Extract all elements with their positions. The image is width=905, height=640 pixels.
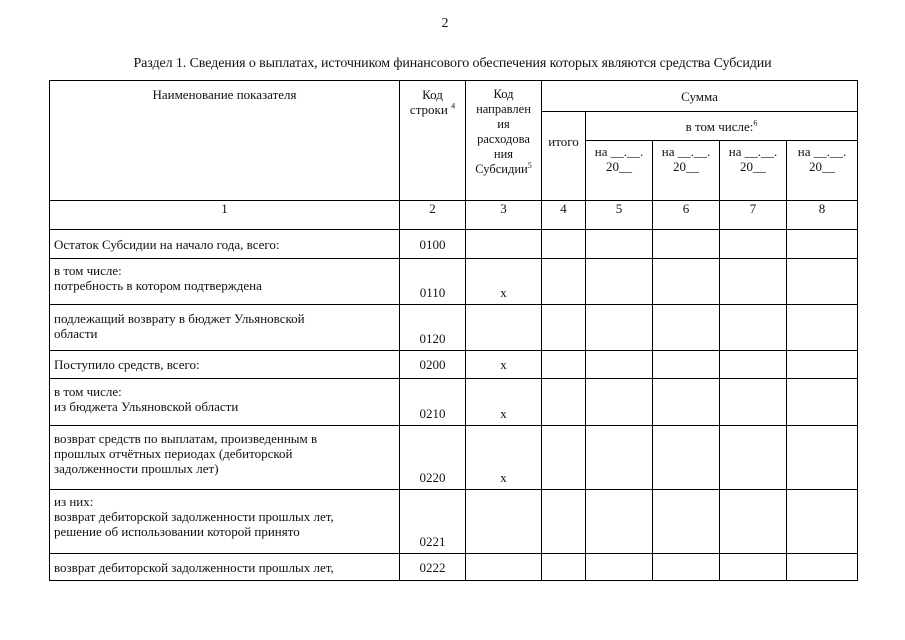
value-cell <box>787 351 858 379</box>
header-line-code-word2 <box>404 102 461 117</box>
date-bottom: 20__ <box>673 159 699 174</box>
value-cell <box>542 351 586 379</box>
indicator-name <box>50 305 400 351</box>
value-cell <box>542 305 586 351</box>
direction-mark: x <box>466 259 542 305</box>
value-cell <box>720 554 787 581</box>
indicator-line: подлежащий возврату в бюджет Ульяновской <box>54 311 305 326</box>
value-cell <box>720 305 787 351</box>
indicator-name <box>50 554 400 581</box>
date-bottom: 20__ <box>809 159 836 174</box>
indicator-line: возврат средств по выплатам, произведенным в <box>54 431 318 446</box>
line-code: 0120 <box>400 305 466 351</box>
value-cell <box>787 426 858 490</box>
header-date-column <box>787 141 858 201</box>
header-direction-line: направлен <box>476 102 531 116</box>
value-cell <box>720 259 787 305</box>
footnote-5: 5 <box>527 160 532 170</box>
direction-mark: x <box>466 351 542 379</box>
date-top: на __.__. <box>728 144 778 159</box>
table-row <box>50 305 858 351</box>
value-cell <box>542 259 586 305</box>
column-number: 4 <box>542 201 586 230</box>
value-cell <box>787 259 858 305</box>
indicator-name <box>50 490 400 554</box>
header-direction-line: ния <box>493 147 514 161</box>
direction-mark: x <box>466 426 542 490</box>
indicator-line: из бюджета Ульяновской области <box>54 399 239 414</box>
column-number: 2 <box>400 201 466 230</box>
value-cell <box>653 490 720 554</box>
table-row <box>50 351 858 379</box>
footnote-4: 4 <box>451 101 456 111</box>
value-cell <box>787 230 858 259</box>
column-number: 7 <box>720 201 787 230</box>
value-cell <box>720 351 787 379</box>
indicator-line: потребность в котором подтверждена <box>54 278 262 293</box>
date-top: на __.__. <box>594 144 644 159</box>
column-number-row <box>50 201 858 230</box>
value-cell <box>653 305 720 351</box>
table-row <box>50 230 858 259</box>
indicator-name <box>50 230 400 259</box>
header-direction-last: Субсидии <box>475 162 528 176</box>
header-date-column <box>586 141 653 201</box>
value-cell <box>542 490 586 554</box>
value-cell <box>586 351 653 379</box>
header-direction-line <box>470 162 537 177</box>
direction-mark <box>466 490 542 554</box>
indicator-line: в том числе: <box>54 263 122 278</box>
value-cell <box>586 305 653 351</box>
footnote-6: 6 <box>753 118 758 128</box>
indicator-line: Остаток Субсидии на начало года, всего: <box>54 236 280 252</box>
value-cell <box>542 230 586 259</box>
date-top: на __.__. <box>797 144 847 159</box>
value-cell <box>586 230 653 259</box>
column-number: 6 <box>653 201 720 230</box>
date-bottom: 20__ <box>606 159 632 174</box>
header-sum: Сумма <box>542 81 858 112</box>
header-direction-line: расходова <box>477 132 530 146</box>
line-code: 0100 <box>400 230 466 259</box>
value-cell <box>586 554 653 581</box>
header-including <box>586 112 858 141</box>
value-cell <box>787 305 858 351</box>
line-code: 0220 <box>400 426 466 490</box>
table-row <box>50 490 858 554</box>
value-cell <box>720 426 787 490</box>
indicator-line: задолженности прошлых лет) <box>54 461 219 476</box>
table-row <box>50 379 858 426</box>
indicator-line: области <box>54 326 98 341</box>
line-code: 0221 <box>400 490 466 554</box>
value-cell <box>787 554 858 581</box>
column-number: 3 <box>466 201 542 230</box>
value-cell <box>653 351 720 379</box>
indicator-line: Поступило средств, всего: <box>54 357 200 372</box>
indicator-line: решение об использовании которой принято <box>54 524 300 539</box>
header-direction-line: ия <box>497 117 510 131</box>
header-date-column <box>720 141 787 201</box>
header-line-code-word: Код <box>422 87 443 102</box>
header-line-code <box>400 81 466 201</box>
direction-mark <box>466 554 542 581</box>
value-cell <box>653 259 720 305</box>
column-number: 5 <box>586 201 653 230</box>
indicator-name <box>50 426 400 490</box>
indicator-name <box>50 259 400 305</box>
header-direction-line: Код <box>493 87 514 101</box>
value-cell <box>586 426 653 490</box>
indicator-line: возврат дебиторской задолженности прошлых лет, <box>54 559 334 575</box>
line-code: 0200 <box>400 351 466 379</box>
date-top: на __.__. <box>661 144 711 159</box>
direction-mark <box>466 305 542 351</box>
header-date-column <box>653 141 720 201</box>
column-number: 1 <box>50 201 400 230</box>
indicator-name <box>50 351 400 379</box>
value-cell <box>653 379 720 426</box>
value-cell <box>653 554 720 581</box>
value-cell <box>653 230 720 259</box>
line-code: 0222 <box>400 554 466 581</box>
value-cell <box>586 259 653 305</box>
header-including-text: в том числе: <box>685 118 754 134</box>
direction-mark: x <box>466 379 542 426</box>
indicator-line: из них: <box>54 494 94 509</box>
table-row <box>50 426 858 490</box>
indicator-line: возврат дебиторской задолженности прошлых лет, <box>54 509 334 524</box>
direction-mark <box>466 230 542 259</box>
indicator-line: в том числе: <box>54 384 122 399</box>
value-cell <box>542 426 586 490</box>
date-bottom: 20__ <box>740 159 766 174</box>
value-cell <box>720 490 787 554</box>
value-cell <box>586 379 653 426</box>
value-cell <box>787 379 858 426</box>
value-cell <box>720 379 787 426</box>
value-cell <box>542 554 586 581</box>
indicator-name <box>50 379 400 426</box>
table-row <box>50 554 858 581</box>
value-cell <box>720 230 787 259</box>
payments-table <box>49 80 858 581</box>
page-number: 2 <box>441 16 449 31</box>
value-cell <box>586 490 653 554</box>
table-row <box>50 259 858 305</box>
section-title: Раздел 1. Сведения о выплатах, источником финансового обеспечения которых являются средства Субсидии <box>133 56 772 71</box>
indicator-line: прошлых отчётных периодах (дебиторской <box>54 446 293 461</box>
line-code: 0210 <box>400 379 466 426</box>
value-cell <box>653 426 720 490</box>
header-line-code-text: строки <box>409 102 448 117</box>
header-indicator-name: Наименование показателя <box>50 81 400 201</box>
value-cell <box>542 379 586 426</box>
value-cell <box>787 490 858 554</box>
header-total: итого <box>542 112 586 201</box>
header-direction-code <box>466 81 542 201</box>
column-number: 8 <box>787 201 858 230</box>
line-code: 0110 <box>400 259 466 305</box>
